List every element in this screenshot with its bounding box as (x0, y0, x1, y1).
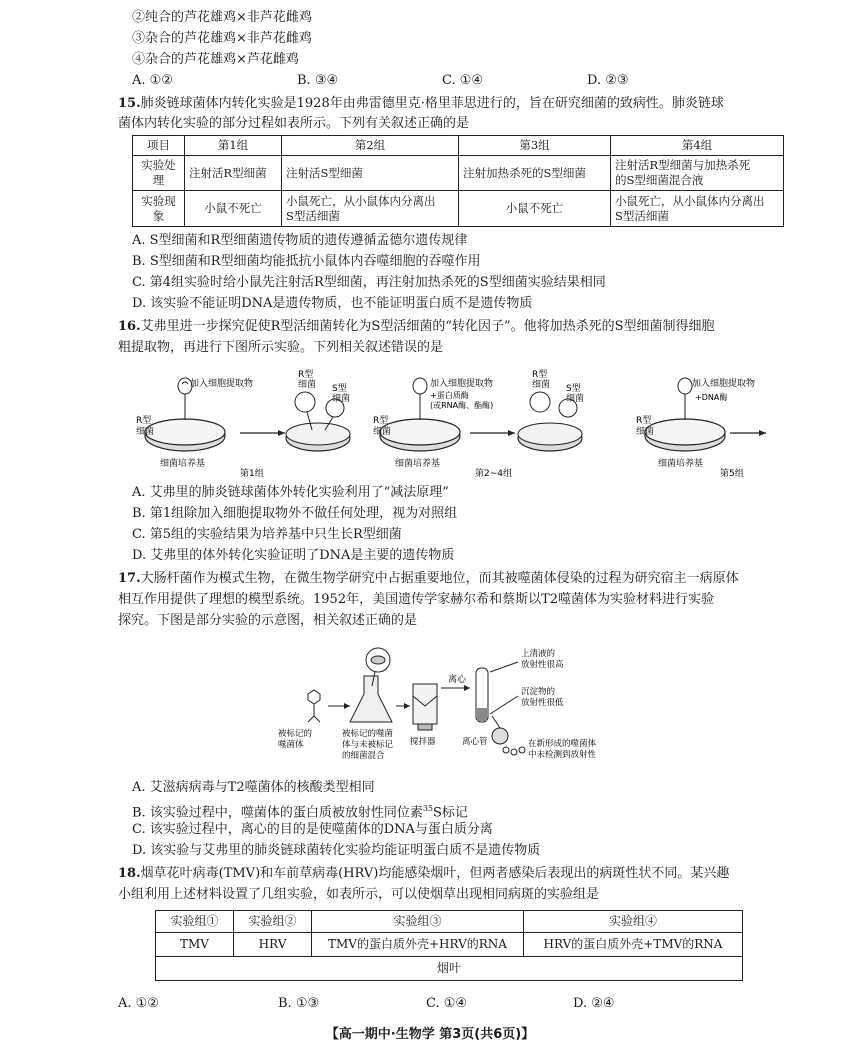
q14-options (132, 71, 792, 91)
q15-table (132, 135, 784, 227)
q17-stem-1: 大肠杆菌作为模式生物，在微生物学研究中占据重要地位，而其被噬菌体侵染的过程为研究宿主一病原体 (140, 571, 739, 586)
q15-option-b: B. S型细菌和R型细菌均能抵抗小鼠体内吞噬细胞的吞噬作用 (132, 254, 481, 269)
q17-sed-2: 放射性很低 (521, 698, 564, 708)
q18-stem-2: 小组利用上述材料设置了几组实验，如表所示，可以使烟草出现相同病斑的实验组是 (118, 887, 600, 902)
q15-row1-g4-l2: 的S型细菌混合液 (615, 173, 704, 187)
q16-option-d: D. 艾弗里的体外转化实验证明了DNA是主要的遗传物质 (132, 548, 455, 563)
q15-row2-g4-l1: 小鼠死亡，从小鼠体内分离出 (615, 193, 765, 208)
option-c: C. ①④ (442, 73, 484, 88)
q15-stem-1: 肺炎链球菌体内转化实验是1928年由弗雷德里克·格里菲思进行的，旨在研究细菌的致病性。肺炎链球 (140, 96, 724, 111)
q18-c4: HRV的蛋白质外壳+TMV的RNA (524, 933, 743, 957)
q17-option-d: D. 该实验与艾弗里的肺炎链球菌转化实验均能证明蛋白质不是遗传物质 (132, 843, 541, 858)
option-a: A. ①② (132, 73, 173, 88)
q15-row2-g2 (282, 191, 459, 227)
g24-medium: 细菌培养基 (395, 459, 441, 469)
q15-row2-g4 (611, 191, 784, 227)
g1-label: 第1组 (240, 469, 264, 479)
q15-row1-label: 实验处理 (133, 156, 185, 191)
q18-stem (118, 864, 729, 884)
q15-row2-g3: 小鼠不死亡 (459, 191, 611, 227)
q16-figure (130, 360, 770, 480)
flask-icon (350, 648, 392, 722)
q17-mix-1: 被标记的噬菌 (342, 729, 394, 739)
q17-stem-3: 探究。下图是部分实验的示意图，相关叙述正确的是 (118, 613, 418, 628)
q18-c2: HRV (234, 933, 312, 957)
q17-option-b-text: B. 该实验过程中，噬菌体的蛋白质被放射性同位素 (132, 805, 423, 821)
item-2: ②纯合的芦花雄鸡×非芦花雌鸡 (132, 10, 312, 25)
q16-number: 16. (118, 319, 141, 334)
item-3: ③杂合的芦花雄鸡×非芦花雌鸡 (132, 31, 312, 46)
g24-enzyme-2: (或RNA酶、酯酶) (430, 401, 494, 410)
g5-label: 第5组 (720, 469, 744, 479)
q17-sed-1: 沉淀物的 (521, 687, 556, 697)
g24-r-top-2: 细菌 (532, 380, 551, 390)
q15-row2-g2-l1: 小鼠死亡，从小鼠体内分离出 (286, 193, 436, 208)
q18-table (155, 910, 743, 981)
q18-c1: TMV (156, 933, 234, 957)
q15-row1-g2: 注射活S型细菌 (282, 156, 459, 191)
q18-option-d: D. ②④ (573, 996, 615, 1011)
g1-r-top-1: R型 (298, 370, 314, 380)
q18-number: 18. (118, 866, 141, 881)
g1-r-label-1: R型 (136, 416, 152, 426)
g24-add-extract: 加入细胞提取物 (430, 379, 494, 389)
q16-stem-1: 艾弗里进一步探究促使R型活细菌转化为S型活细菌的“转化因子”。他将加热杀死的S型细菌制得细胞 (140, 319, 715, 334)
q17-stem (118, 569, 739, 589)
q15-row2-g1: 小鼠不死亡 (185, 191, 282, 227)
q17-option-c: C. 该实验过程中，离心的目的是使噬菌体的DNA与蛋白质分离 (132, 822, 493, 837)
group1-diagram (136, 368, 350, 479)
g1-r-label-2: 细菌 (136, 427, 155, 437)
g5-r-2: 细菌 (636, 427, 655, 437)
q17-option-b-tail: S标记 (433, 805, 468, 821)
g24-s-2: 细菌 (566, 394, 585, 404)
q15-row1-g4-l1: 注射活R型细菌与加热杀死 (615, 158, 751, 172)
g24-enzyme-1: +蛋白质酶 (430, 391, 469, 400)
q17-mix-2: 体与未被标记 (342, 740, 394, 750)
q15-row1-g1: 注射活R型细菌 (185, 156, 282, 191)
g1-r-top-2: 细菌 (298, 380, 317, 390)
q15-option-a: A. S型细菌和R型细菌遗传物质的遗传遵循孟德尔遗传规律 (132, 233, 468, 248)
g1-s-1: S型 (332, 384, 347, 394)
q15-row1-g4 (611, 156, 784, 191)
q17-centrifuge: 离心 (448, 675, 467, 685)
q16-option-c: C. 第5组的实验结果为培养基中只生长R型细菌 (132, 527, 402, 542)
q17-tube: 离心管 (462, 737, 488, 747)
q15-number: 15. (118, 96, 141, 111)
q17-super-2: 放射性很高 (521, 660, 564, 670)
q15-stem (118, 94, 724, 114)
q15-th-item: 项目 (133, 136, 185, 156)
q17-new-1: 在新形成的噬菌体 (528, 739, 597, 749)
q15-row2-g4-l2: S型活细菌 (615, 208, 669, 223)
phage-icon (308, 690, 320, 722)
q18-th-4: 实验组④ (524, 911, 743, 933)
option-b: B. ③④ (297, 73, 339, 88)
q17-new-2: 中未检测到放射性 (528, 750, 597, 760)
g1-add-extract: 加入细胞提取物 (190, 379, 254, 389)
q18-footer-cell: 烟叶 (156, 957, 743, 981)
q15-row2-label: 实验现象 (133, 191, 185, 227)
group24-diagram (373, 368, 584, 479)
q18-th-2: 实验组② (234, 911, 312, 933)
q15-th-g2: 第2组 (282, 136, 459, 156)
g24-r-1: R型 (373, 416, 389, 426)
g1-medium: 细菌培养基 (160, 459, 206, 469)
q17-phage-2: 噬菌体 (278, 740, 304, 750)
q15-option-d: D. 该实验不能证明DNA是遗传物质，也不能证明蛋白质不是遗传物质 (132, 296, 533, 311)
q17-phage-1: 被标记的 (278, 729, 313, 739)
item-4: ④杂合的芦花雄鸡×芦花雌鸡 (132, 52, 299, 67)
q15-stem-2: 菌体内转化实验的部分过程如表所示。下列有关叙述正确的是 (118, 116, 470, 131)
q15-th-g3: 第3组 (459, 136, 611, 156)
q15-row1-g3: 注射加热杀死的S型细菌 (459, 156, 611, 191)
g5-r-1: R型 (636, 416, 652, 426)
q18-c3: TMV的蛋白质外壳+HRV的RNA (312, 933, 524, 957)
stirrer-icon (413, 684, 437, 730)
g1-s-2: 细菌 (332, 394, 351, 404)
q16-stem-2: 粗提取物，再进行下图所示实验。下列相关叙述错误的是 (118, 340, 444, 355)
q17-option-a: A. 艾滋病病毒与T2噬菌体的核酸类型相同 (132, 780, 375, 795)
g5-add-extract: 加入细胞提取物 (692, 379, 756, 389)
q16-stem (118, 317, 715, 337)
q17-stirrer: 搅拌器 (410, 737, 436, 747)
q17-number: 17. (118, 571, 141, 586)
q18-option-c: C. ①④ (426, 996, 468, 1011)
q18-option-a: A. ①② (118, 996, 159, 1011)
q16-option-b: B. 第1组除加入细胞提取物外不做任何处理，视为对照组 (132, 506, 458, 521)
centrifuge-tube-icon (476, 668, 488, 722)
q16-option-a: A. 艾弗里的肺炎链球菌体外转化实验利用了“减法原理” (132, 485, 449, 500)
q18-th-1: 实验组① (156, 911, 234, 933)
q15-row2-g2-l2: S型活细菌 (286, 208, 340, 223)
q18-stem-1: 烟草花叶病毒(TMV)和车前草病毒(HRV)均能感染烟叶，但两者感染后表现出的病斑性状不同。某兴趣 (140, 866, 730, 881)
q18-option-b: B. ①③ (278, 996, 320, 1011)
g24-s-1: S型 (566, 384, 581, 394)
q15-option-c: C. 第4组实验时给小鼠先注射活R型细菌，再注射加热杀死的S型细菌实验结果相同 (132, 275, 606, 290)
g5-dna-enzyme: +DNA酶 (695, 393, 728, 402)
g24-label: 第2~4组 (475, 469, 512, 479)
q18-options (118, 994, 778, 1014)
g24-r-top-1: R型 (532, 370, 548, 380)
q18-th-3: 实验组③ (312, 911, 524, 933)
q17-super-1: 上清液的 (521, 649, 556, 659)
page-footer: 【高一期中·生物学 第3页(共6页)】 (325, 1027, 535, 1042)
g5-medium: 细菌培养基 (658, 459, 704, 469)
q17-figure (278, 636, 608, 764)
g24-r-2: 细菌 (373, 427, 392, 437)
q17-mix-3: 的细菌混合 (342, 751, 385, 761)
q17-option-b-sup: 35 (422, 804, 434, 813)
q17-stem-2: 相互作用提供了理想的模型系统。1952年，美国遗传学家赫尔希和蔡斯以T2噬菌体为实验材料进行实验 (118, 592, 715, 607)
option-d: D. ②③ (587, 73, 629, 88)
group5-diagram (636, 377, 766, 479)
q15-th-g4: 第4组 (611, 136, 784, 156)
q15-th-g1: 第1组 (185, 136, 282, 156)
